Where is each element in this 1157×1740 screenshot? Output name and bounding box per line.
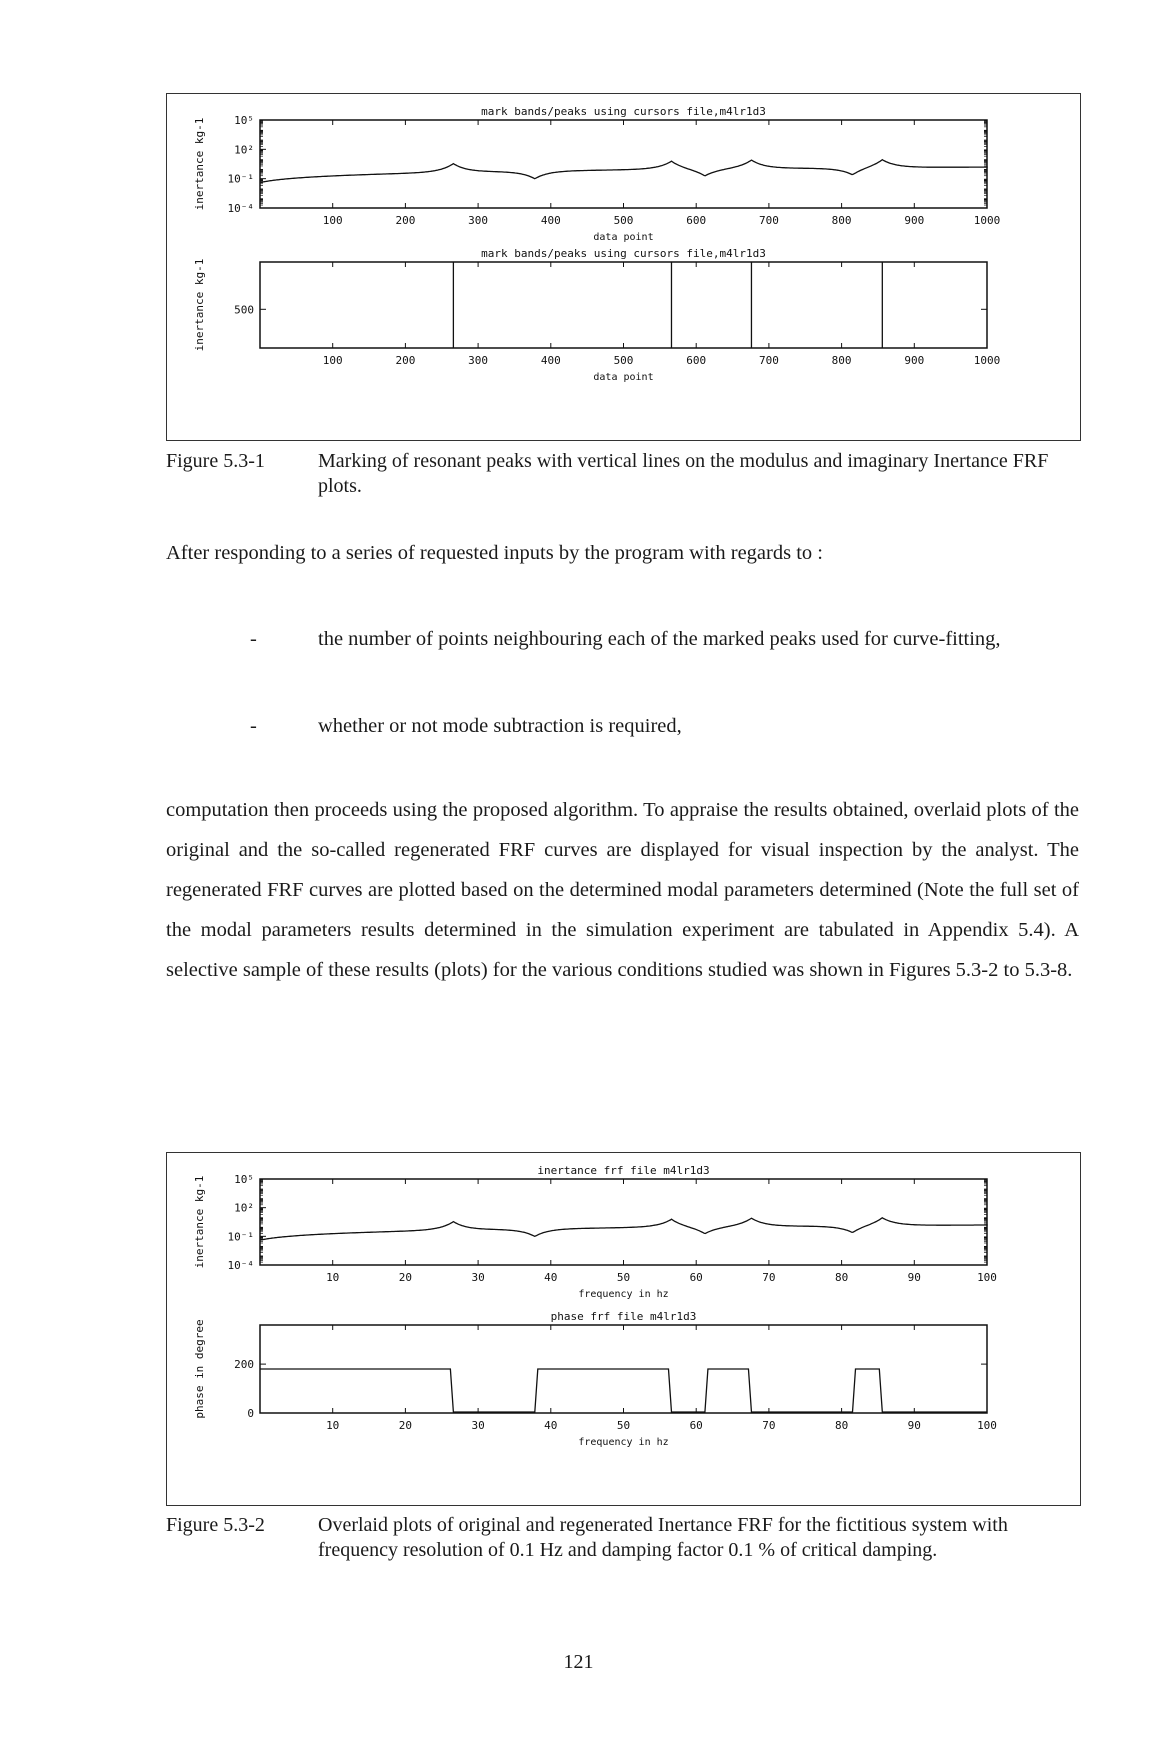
caption-number: Figure 5.3-1 [166, 450, 265, 472]
fig1-top-x-tick-label-200: 200 [395, 214, 416, 227]
fig2-bottom-x-tick-label-100: 100 [977, 1419, 997, 1432]
fig2-top-x-tick-label-80: 80 [834, 1271, 849, 1284]
fig1-top-x-tick-label-100: 100 [322, 214, 343, 227]
fig2-top-x-tick-label-10: 10 [326, 1271, 340, 1284]
fig1-bottom-x-tick-label-500: 500 [613, 354, 634, 367]
figure-5-3-2-caption [166, 1513, 1079, 1563]
figure-5-3-2-plots [167, 1153, 1080, 1505]
caption-number: Figure 5.3-2 [166, 1514, 265, 1536]
fig2-bottom-x-tick-label-10: 10 [326, 1419, 340, 1432]
fig1-top-y-tick-label-1: 10² [234, 143, 254, 157]
fig2-bottom-x-tick-label-20: 20 [398, 1419, 413, 1432]
fig2-bottom-x-tick-label-70: 70 [762, 1419, 776, 1432]
bullet-item-1 [0, 619, 1157, 709]
fig1-top-x-tick-label-500: 500 [613, 214, 634, 227]
fig2-bottom-phase-series-line [260, 1369, 987, 1412]
fig1-top-x-tick-label-900: 900 [904, 214, 925, 227]
paragraph-1: After responding to a series of requested inputs by the program with regards to : [166, 542, 823, 564]
fig1-bottom-x-axis-label: data point [593, 372, 654, 383]
fig2-top-x-axis-label: frequency in hz [578, 1289, 669, 1300]
fig2-top-x-tick-label-90: 90 [907, 1271, 921, 1284]
fig1-top-x-tick-label-700: 700 [758, 214, 779, 227]
fig2-bottom-y-tick-label-200: 200 [234, 1358, 254, 1372]
fig2-bottom-y-tick-label-0: 0 [247, 1407, 254, 1420]
fig2-top-x-tick-label-40: 40 [544, 1271, 558, 1284]
fig2-bottom-x-tick-label-50: 50 [616, 1419, 631, 1432]
fig1-bottom-x-tick-label-600: 600 [686, 354, 707, 367]
fig1-bottom-x-tick-label-200: 200 [395, 354, 416, 367]
fig1-bottom-x-tick-label-100: 100 [322, 354, 343, 367]
fig1-top-x-tick-label-1000: 1000 [973, 214, 1001, 227]
fig2-bottom-x-axis-label: frequency in hz [578, 1437, 669, 1448]
fig2-bottom-x-tick-label-80: 80 [834, 1419, 849, 1432]
fig1-top-y-tick-label-3: 10⁻⁴ [227, 202, 254, 215]
fig2-top-title: inertance frf file m4lr1d3 [537, 1164, 710, 1177]
fig2-top-y-axis-label: inertance kg-1 [193, 1175, 206, 1269]
fig2-top-x-tick-label-30: 30 [471, 1271, 485, 1284]
fig1-top-x-axis-label: data point [593, 232, 654, 243]
bullet-dash: - [250, 628, 257, 650]
fig2-bottom-x-tick-label-30: 30 [471, 1419, 485, 1432]
fig1-bottom-x-tick-label-900: 900 [904, 354, 925, 367]
fig2-top-x-tick-label-50: 50 [616, 1271, 631, 1284]
fig1-top-axes-frame [260, 120, 987, 208]
fig1-top-y-axis-label: inertance kg-1 [193, 117, 206, 211]
fig1-top-x-tick-label-600: 600 [686, 214, 707, 227]
fig1-top-y-tick-label-0: 10⁵ [234, 114, 254, 127]
fig2-bottom-x-tick-label-90: 90 [907, 1419, 921, 1432]
fig2-top-frf-series-line [261, 1218, 988, 1240]
caption-text: Marking of resonant peaks with vertical lines on the modulus and imaginary Inertance FRF plots. [318, 450, 1049, 497]
figure-5-3-1 [166, 93, 1081, 441]
figure-5-3-1-plots [167, 94, 1080, 440]
fig1-bottom-y-tick-label-0: 500 [234, 303, 254, 317]
fig2-top-x-tick-label-20: 20 [398, 1271, 413, 1284]
fig2-top-x-tick-label-70: 70 [762, 1271, 776, 1284]
fig2-bottom-x-tick-label-60: 60 [689, 1419, 703, 1432]
bullet-dash: - [250, 715, 257, 737]
fig1-bottom-y-axis-label: inertance kg-1 [193, 258, 206, 352]
fig1-bottom-axes-frame [260, 262, 987, 348]
figure-5-3-1-caption [166, 449, 1079, 499]
fig2-top-x-tick-label-100: 100 [977, 1271, 997, 1284]
fig1-bottom-title: mark bands/peaks using cursors file,m4lr1d3 [481, 247, 766, 260]
fig2-bottom-title: phase frf file m4lr1d3 [550, 1310, 697, 1323]
fig2-bottom-y-axis-label: phase in degree [193, 1319, 206, 1419]
fig1-top-y-tick-label-2: 10⁻¹ [227, 172, 254, 186]
fig2-top-y-tick-label-3: 10⁻⁴ [227, 1259, 254, 1272]
bullet-text: whether or not mode subtraction is required, [318, 715, 682, 737]
fig1-top-x-tick-label-800: 800 [831, 214, 852, 227]
fig2-top-y-tick-label-1: 10² [234, 1201, 254, 1215]
fig1-bottom-x-tick-label-400: 400 [540, 354, 561, 367]
fig2-top-y-tick-label-0: 10⁵ [234, 1173, 254, 1186]
caption-text: Overlaid plots of original and regenerated Inertance FRF for the fictitious system with frequency resolution of 0.1 Hz and damping factor 0.1 % of critical damping. [318, 1514, 1008, 1561]
fig1-top-x-tick-label-400: 400 [540, 214, 561, 227]
fig2-bottom-x-tick-label-40: 40 [544, 1419, 558, 1432]
fig1-bottom-x-tick-label-300: 300 [468, 354, 489, 367]
fig2-top-y-tick-label-2: 10⁻¹ [227, 1230, 254, 1244]
bullet-item-2 [0, 706, 1157, 746]
fig1-top-frf-series-line [261, 160, 988, 183]
fig1-bottom-x-tick-label-800: 800 [831, 354, 852, 367]
bullet-text: the number of points neighbouring each of the marked peaks used for curve-fitting, [318, 628, 1001, 650]
paragraph-2: computation then proceeds using the proposed algorithm. To appraise the results obtained, overlaid plots of the original and the so-called regenerated FRF curves are displayed for visual inspection by the analyst. The regenerated FRF curves are plotted based on the determined modal parameters determined (Note the full set of the modal parameters results determined in the simulation experiment are tabulated in Appendix 5.4). A selective sample of these results (plots) for the various conditions studied was shown in Figures 5.3-2 to 5.3-8. [166, 799, 1079, 981]
fig1-bottom-x-tick-label-1000: 1000 [973, 354, 1001, 367]
fig1-top-x-tick-label-300: 300 [468, 214, 489, 227]
figure-5-3-2 [166, 1152, 1081, 1506]
fig1-bottom-x-tick-label-700: 700 [758, 354, 779, 367]
fig1-top-title: mark bands/peaks using cursors file,m4lr1d3 [481, 105, 766, 118]
page-number: 121 [563, 1651, 594, 1673]
fig2-top-x-tick-label-60: 60 [689, 1271, 703, 1284]
fig2-top-axes-frame [260, 1179, 987, 1265]
